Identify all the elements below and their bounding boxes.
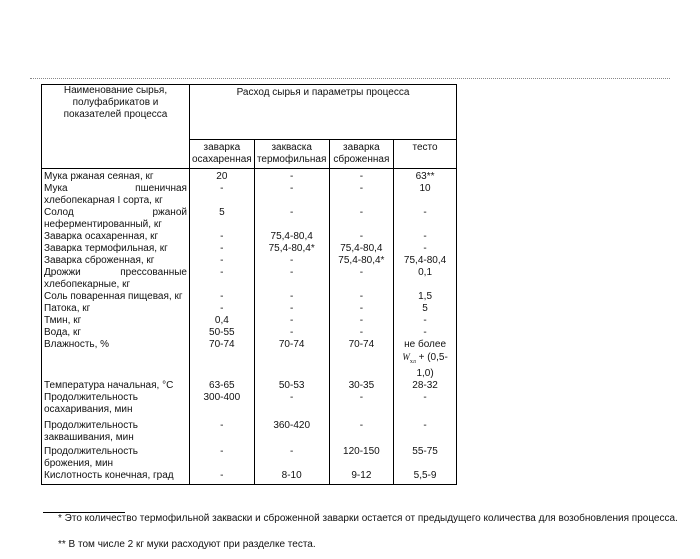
col-header-zavarka-osakharennaya: заварка осахаренная xyxy=(189,140,254,169)
row-name: Заварка осахаренная, кг xyxy=(42,231,190,243)
table-row xyxy=(42,291,457,303)
cell: - xyxy=(329,420,394,446)
cell: - xyxy=(189,183,254,207)
cell: - xyxy=(254,291,329,303)
row-name: Патока, кг xyxy=(42,303,190,315)
formula-rest: + (0,5- xyxy=(415,352,448,363)
cell: - xyxy=(394,392,457,420)
humidity-line-1: не более xyxy=(404,339,446,350)
cell: 50-53 xyxy=(254,380,329,392)
cell: - xyxy=(329,267,394,291)
row-name: Температура начальная, °С xyxy=(42,380,190,392)
row-name: Мука ржаная сеяная, кг xyxy=(42,169,190,184)
table-row xyxy=(42,183,457,207)
cell: - xyxy=(329,392,394,420)
top-rule xyxy=(30,78,670,79)
row-name: Продолжительность осахаривания, мин xyxy=(42,392,190,420)
cell: - xyxy=(254,267,329,291)
row-name: Соль поваренная пищевая, кг xyxy=(42,291,190,303)
cell: 63** xyxy=(394,169,457,184)
footnote-double-asterisk: ** В том числе 2 кг муки расходуют при разделке теста. xyxy=(58,539,316,550)
row-name: Дрожжи прессованные хлебопекарные, кг xyxy=(42,267,190,291)
table-row xyxy=(42,243,457,255)
col-header-testo: тесто xyxy=(394,140,457,169)
cell: 5 xyxy=(394,303,457,315)
header-group-cell: Расход сырья и параметры процесса xyxy=(189,85,456,140)
cell: 70-74 xyxy=(254,339,329,380)
cell: - xyxy=(329,231,394,243)
cell: - xyxy=(254,392,329,420)
cell: 20 xyxy=(189,169,254,184)
table-row xyxy=(42,339,457,380)
cell: 300-400 xyxy=(189,392,254,420)
cell: 75,4-80,4 xyxy=(254,231,329,243)
formula-subscript: хл xyxy=(409,358,416,365)
cell: - xyxy=(254,255,329,267)
cell: - xyxy=(394,315,457,327)
row-name: Мука пшеничная хлебопекарная I сорта, кг xyxy=(42,183,190,207)
humidity-line-3: 1,0) xyxy=(416,367,434,379)
cell: 1,5 xyxy=(394,291,457,303)
cell: - xyxy=(189,470,254,485)
cell: 9-12 xyxy=(329,470,394,485)
cell: 10 xyxy=(394,183,457,207)
table-row xyxy=(42,446,457,470)
cell: - xyxy=(394,207,457,231)
cell: 75,4-80,4* xyxy=(329,255,394,267)
cell: 75,4-80,4 xyxy=(394,255,457,267)
cell: - xyxy=(189,303,254,315)
cell: - xyxy=(189,446,254,470)
cell: 75,4-80,4* xyxy=(254,243,329,255)
cell: - xyxy=(189,420,254,446)
cell: - xyxy=(394,231,457,243)
cell: 360-420 xyxy=(254,420,329,446)
cell: 70-74 xyxy=(189,339,254,380)
cell: 8-10 xyxy=(254,470,329,485)
cell: - xyxy=(329,291,394,303)
cell: - xyxy=(189,231,254,243)
table-row xyxy=(42,470,457,485)
recipe-table xyxy=(41,84,457,485)
cell: - xyxy=(254,327,329,339)
cell: - xyxy=(189,267,254,291)
cell: 5,5-9 xyxy=(394,470,457,485)
row-name: Продолжительность брожения, мин xyxy=(42,446,190,470)
table-row xyxy=(42,392,457,420)
table-row xyxy=(42,255,457,267)
cell: 0,4 xyxy=(189,315,254,327)
cell: 28-32 xyxy=(394,380,457,392)
cell: - xyxy=(329,315,394,327)
cell: - xyxy=(329,207,394,231)
table-row xyxy=(42,169,457,184)
header-row xyxy=(42,85,457,140)
cell: - xyxy=(254,169,329,184)
row-name: Продолжительность заквашивания, мин xyxy=(42,420,190,446)
cell: 63-65 xyxy=(189,380,254,392)
cell: - xyxy=(254,207,329,231)
cell: - xyxy=(329,327,394,339)
col-header-zakvaska-termofilnaya: закваска термофильная xyxy=(254,140,329,169)
cell: - xyxy=(394,243,457,255)
cell: 70-74 xyxy=(329,339,394,380)
cell: 5 xyxy=(189,207,254,231)
row-name: Солод ржаной неферментированный, кг xyxy=(42,207,190,231)
cell: - xyxy=(329,169,394,184)
table-row xyxy=(42,207,457,231)
cell: 30-35 xyxy=(329,380,394,392)
row-name: Заварка сброженная, кг xyxy=(42,255,190,267)
row-name: Кислотность конечная, град xyxy=(42,470,190,485)
table-row xyxy=(42,303,457,315)
cell: - xyxy=(394,420,457,446)
cell: - xyxy=(329,303,394,315)
row-name: Влажность, % xyxy=(42,339,190,380)
header-name-cell: Наименование сырья, полуфабрикатов и показателей процесса xyxy=(42,85,190,169)
table-row xyxy=(42,420,457,446)
cell: 55-75 xyxy=(394,446,457,470)
cell: - xyxy=(254,315,329,327)
cell: - xyxy=(189,291,254,303)
cell: 75,4-80,4 xyxy=(329,243,394,255)
row-name: Вода, кг xyxy=(42,327,190,339)
humidity-dough-cell xyxy=(394,339,457,380)
table-row xyxy=(42,315,457,327)
formula-symbol: W xyxy=(402,352,410,362)
table-row xyxy=(42,380,457,392)
table-row xyxy=(42,267,457,291)
cell: - xyxy=(329,183,394,207)
cell: - xyxy=(254,183,329,207)
cell: - xyxy=(254,303,329,315)
cell: - xyxy=(189,243,254,255)
cell: - xyxy=(254,446,329,470)
humidity-formula xyxy=(402,352,416,365)
row-name: Тмин, кг xyxy=(42,315,190,327)
cell: 120-150 xyxy=(329,446,394,470)
cell: - xyxy=(394,327,457,339)
table-row xyxy=(42,327,457,339)
col-header-zavarka-sbrozhennaya: заварка сброженная xyxy=(329,140,394,169)
footnote-single-asterisk: * Это количество термофильной закваски и сброженной заварки остается от предыдущего количества для возобновления процесса. xyxy=(58,513,678,524)
row-name: Заварка термофильная, кг xyxy=(42,243,190,255)
cell: 0,1 xyxy=(394,267,457,291)
table-row xyxy=(42,231,457,243)
cell: 50-55 xyxy=(189,327,254,339)
cell: - xyxy=(189,255,254,267)
